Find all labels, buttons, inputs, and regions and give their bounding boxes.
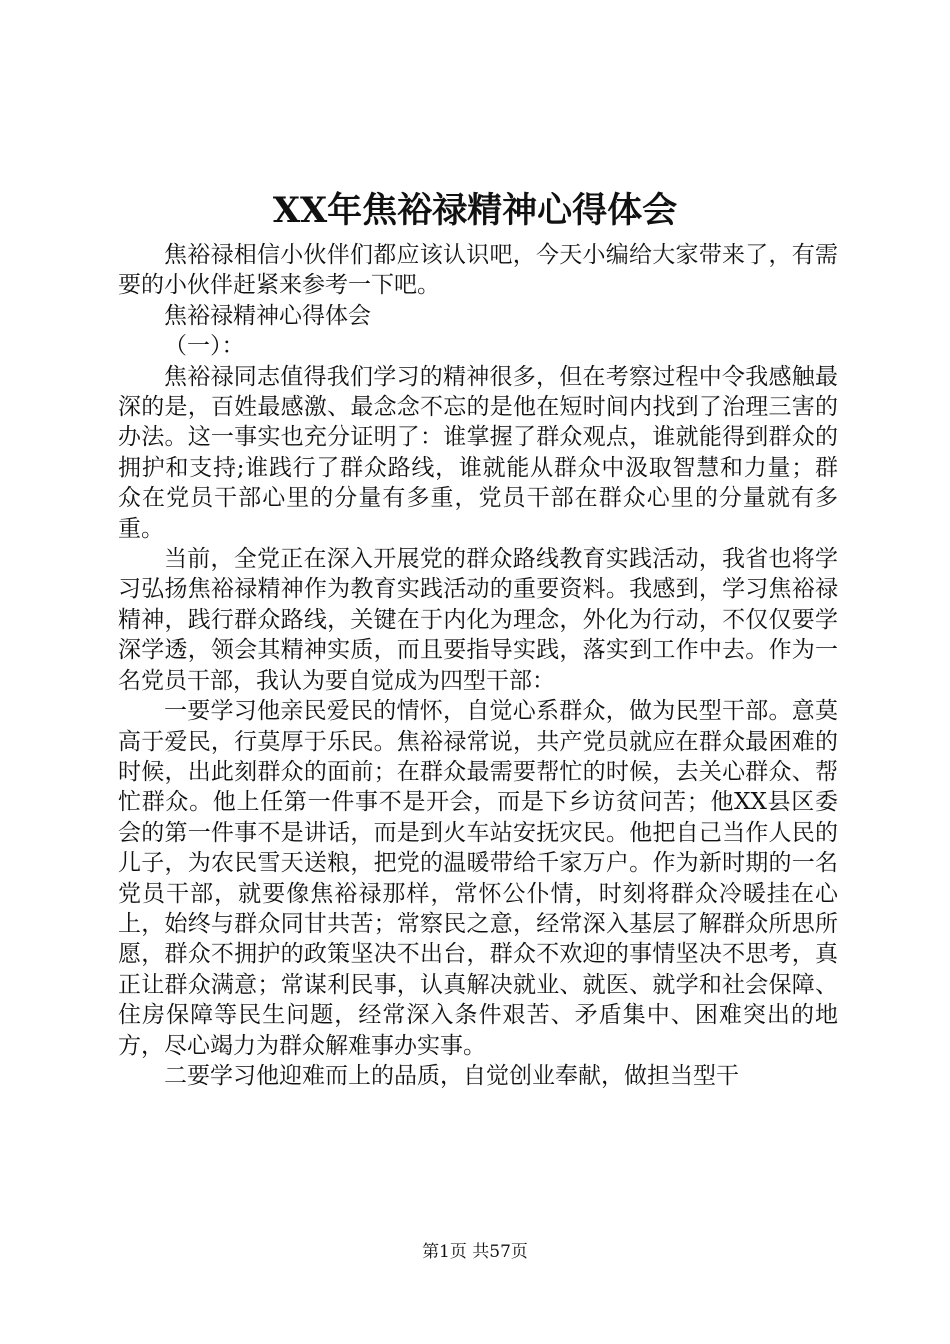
document-title: XX年焦裕禄精神心得体会	[272, 190, 678, 231]
body-paragraph: 焦裕禄同志值得我们学习的精神很多，但在考察过程中令我感触最深的是，百姓最感激、最念念不忘的是他在短时间内找到了治理三害的办法。这一事实也充分证明了：谁掌握了群众观点，谁就能得到群众的拥护和支持;谁践行了群众路线，谁就能从群众中汲取智慧和力量；群众在党员干部心里的分量有多重，党员干部在群众心里的分量就有多重。	[118, 363, 838, 542]
document-body	[118, 240, 838, 1091]
intro-paragraph: 焦裕禄相信小伙伴们都应该认识吧，今天小编给大家带来了，有需要的小伙伴赶紧来参考一下吧。	[118, 242, 838, 299]
section-marker: （一）：	[164, 333, 245, 360]
page-footer: 第1页 共57页	[422, 1242, 528, 1262]
body-paragraph: 二要学习他迎难而上的品质，自觉创业奉献，做担当型干	[164, 1062, 739, 1089]
body-paragraph: 当前，全党正在深入开展党的群众路线教育实践活动，我省也将学习弘扬焦裕禄精神作为教育实践活动的重要资料。我感到，学习焦裕禄精神，践行群众路线，关键在于内化为理念，外化为行动，不仅仅要学深学透，领会其精神实质，而且要指导实践，落实到工作中去。作为一名党员干部，我认为要自觉成为四型干部：	[118, 546, 838, 694]
body-paragraph: 一要学习他亲民爱民的情怀，自觉心系群众，做为民型干部。意莫高于爱民，行莫厚于乐民。焦裕禄常说，共产党员就应在群众最困难的时候，出此刻群众的面前；在群众最需要帮忙的时候，去关心群众、帮忙群众。他上任第一件事不是开会，而是下乡访贫问苦；他XX县区委会的第一件事不是讲话，而是到火车站安抚灾民。他把自己当作人民的儿子，为农民雪天送粮，把党的温暖带给千家万户。作为新时期的一名党员干部，就要像焦裕禄那样，常怀公仆情，时刻将群众冷暖挂在心上，始终与群众同甘共苦；常察民之意，经常深入基层了解群众所思所愿，群众不拥护的政策坚决不出台，群众不欢迎的事情坚决不思考，真正让群众满意；常谋利民事，认真解决就业、就医、就学和社会保障、住房保障等民生问题，经常深入条件艰苦、矛盾集中、困难突出的地方，尽心竭力为群众解难事办实事。	[118, 698, 838, 1059]
subtitle-paragraph: 焦裕禄精神心得体会	[164, 302, 371, 329]
